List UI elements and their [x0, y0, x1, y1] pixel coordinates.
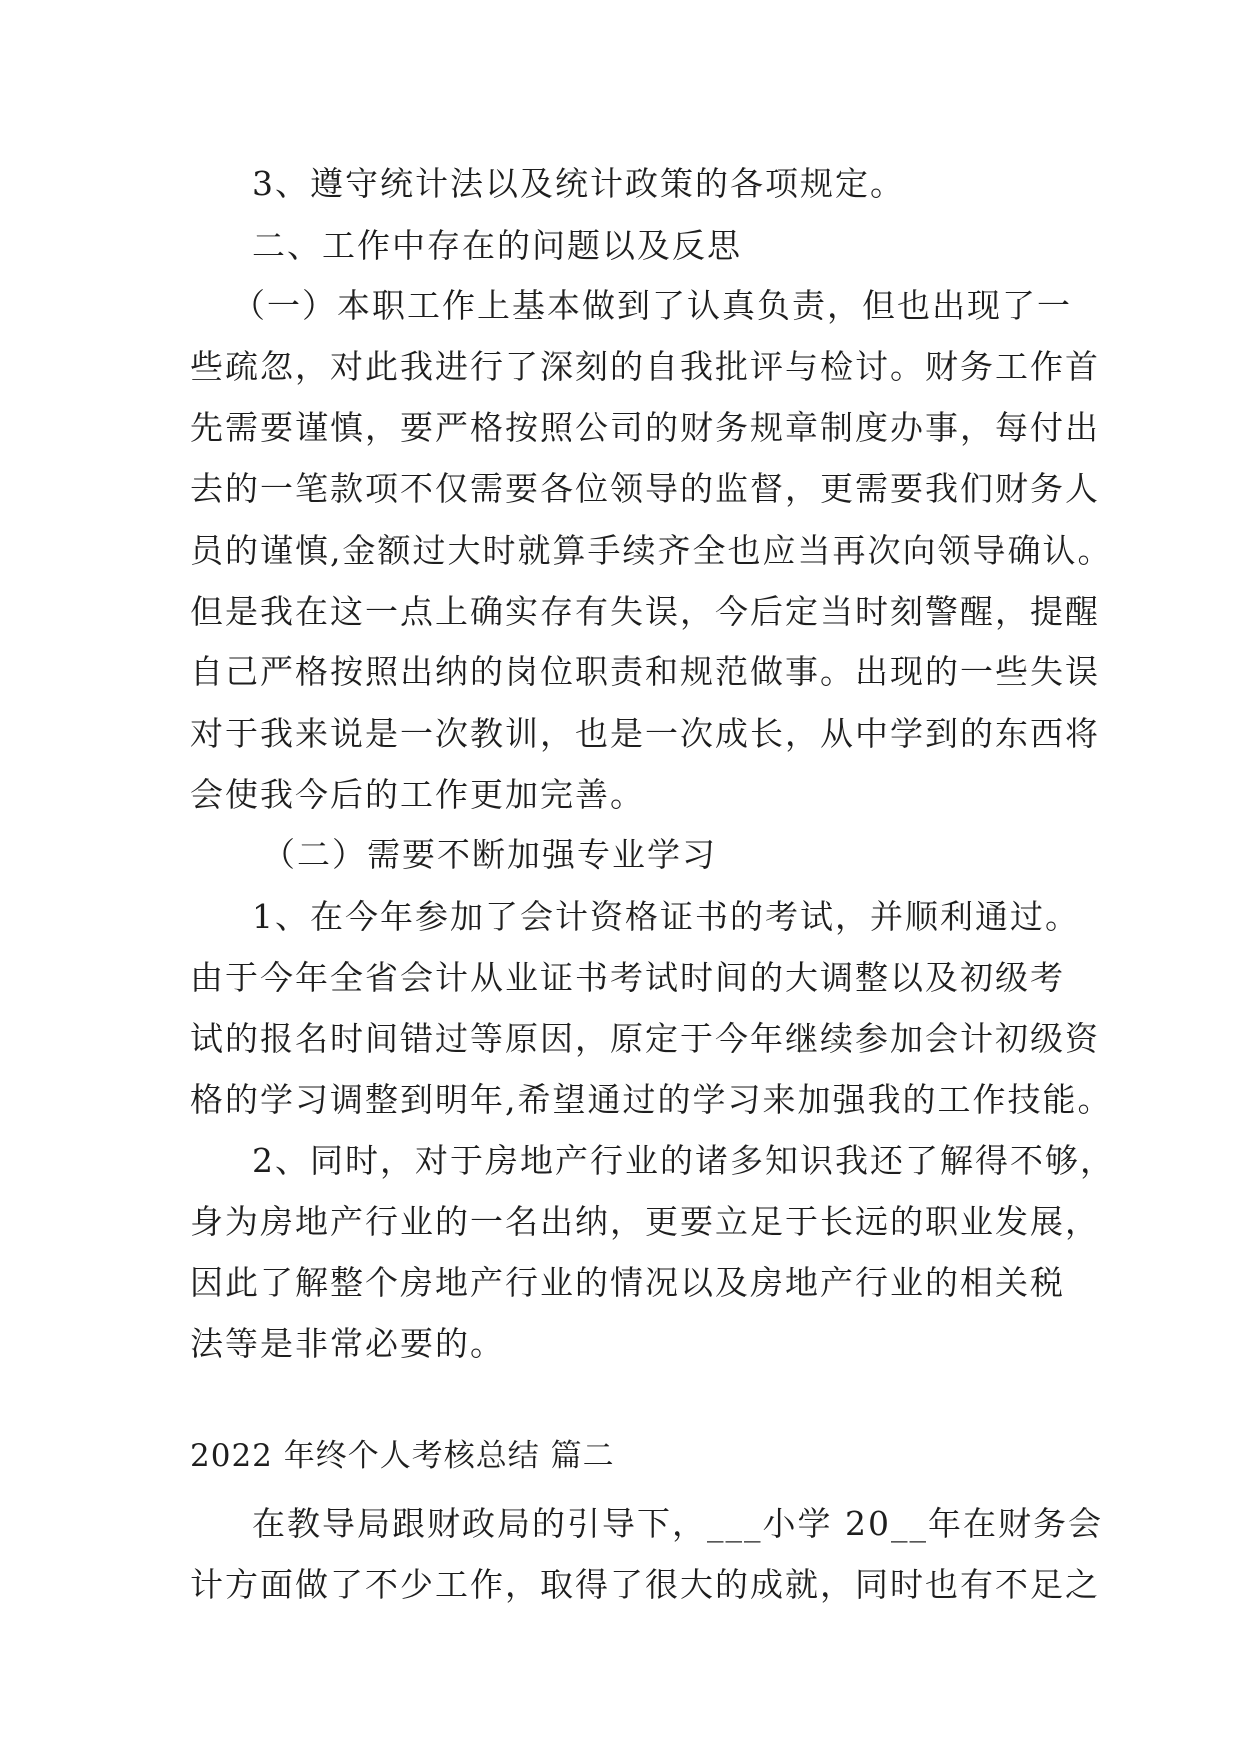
text-line: 试的报名时间错过等原因，原定于今年继续参加会计初级资	[190, 1019, 1100, 1058]
text-line: 由于今年全省会计从业证书考试时间的大调整以及初级考	[190, 958, 1065, 997]
text-line: 在教导局跟财政局的引导下，___小学 20__年在财务会	[252, 1504, 1103, 1543]
subsection-heading: （二）需要不断加强专业学习	[262, 835, 717, 874]
text-line: 身为房地产行业的一名出纳，更要立足于长远的职业发展，	[190, 1202, 1100, 1241]
text-line: 格的学习调整到明年,希望通过的学习来加强我的工作技能。	[190, 1080, 1113, 1119]
text-line: 自己严格按照出纳的岗位职责和规范做事。出现的一些失误	[190, 652, 1100, 691]
text-line: 1、在今年参加了会计资格证书的考试，并顺利通过。	[252, 897, 1080, 936]
text-line: 去的一笔款项不仅需要各位领导的监督，更需要我们财务人	[190, 469, 1100, 508]
subsection-heading: （一）本职工作上基本做到了认真负责，但也出现了一	[232, 286, 1072, 325]
text-line: 会使我今后的工作更加完善。	[190, 775, 645, 814]
text-line: 法等是非常必要的。	[190, 1324, 505, 1363]
document-title: 2022 年终个人考核总结 篇二	[190, 1438, 615, 1474]
text-line: 但是我在这一点上确实存有失误，今后定当时刻警醒，提醒	[190, 592, 1100, 631]
text-line: 3、遵守统计法以及统计政策的各项规定。	[252, 164, 905, 203]
text-line: 些疏忽，对此我进行了深刻的自我批评与检讨。财务工作首	[190, 347, 1100, 386]
text-line: 2、同时，对于房地产行业的诸多知识我还了解得不够，	[252, 1141, 1115, 1180]
text-line: 对于我来说是一次教训，也是一次成长，从中学到的东西将	[190, 714, 1100, 753]
text-line: 因此了解整个房地产行业的情况以及房地产行业的相关税	[190, 1263, 1065, 1302]
text-line: 先需要谨慎，要严格按照公司的财务规章制度办事，每付出	[190, 408, 1100, 447]
section-heading: 二、工作中存在的问题以及反思	[252, 226, 742, 265]
text-line: 计方面做了不少工作，取得了很大的成就，同时也有不足之	[190, 1565, 1100, 1604]
text-line: 员的谨慎,金额过大时就算手续齐全也应当再次向领导确认。	[190, 531, 1113, 570]
